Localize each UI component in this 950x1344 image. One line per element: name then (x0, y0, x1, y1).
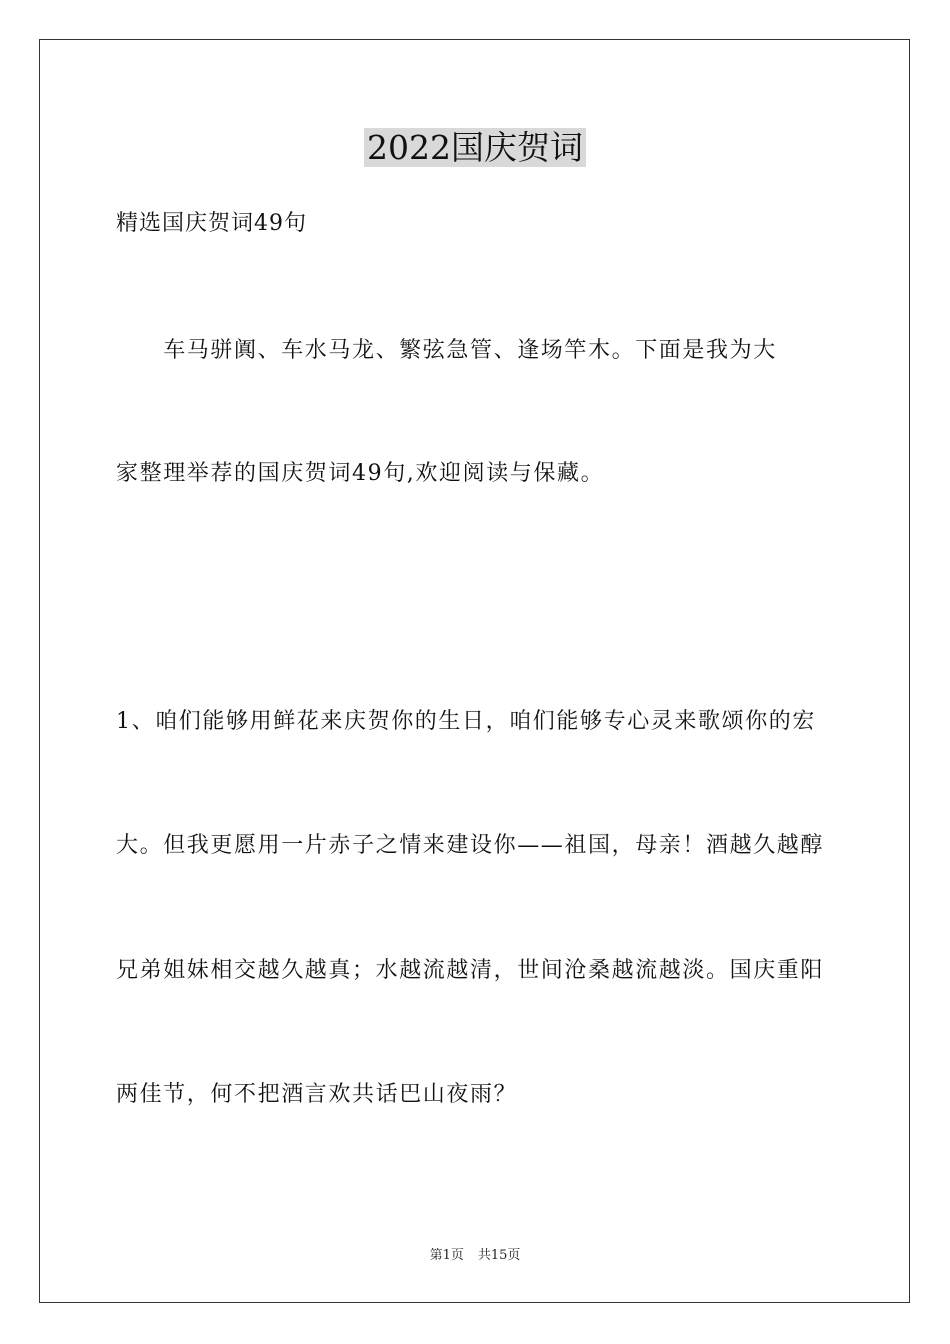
item-1-line-3: 兄弟姐妹相交越久越真；水越流越清，世间沧桑越流越淡。国庆重阳 (116, 958, 825, 983)
page-total: 共15页 (477, 1248, 521, 1263)
intro-line-1: 车马骈阗、车水马龙、繁弦急管、逢场竿木。下面是我为大 (116, 338, 777, 363)
item-1-line-1: 1、咱们能够用鲜花来庆贺你的生日，咱们能够专心灵来歌颂你的宏 (116, 709, 816, 734)
item-1-line-2: 大。但我更愿用一片赤子之情来建设你——祖国，母亲！酒越久越醇 (116, 833, 825, 858)
document-subtitle: 精选国庆贺词49句 (116, 211, 307, 236)
intro-line-2: 家整理举荐的国庆贺词49句,欢迎阅读与保藏。 (116, 461, 605, 486)
page-footer (0, 1247, 950, 1265)
document-title (0, 128, 950, 168)
item-1-line-4: 两佳节，何不把酒言欢共话巴山夜雨？ (116, 1082, 518, 1107)
page-number: 第1页 (429, 1248, 464, 1263)
document-title-text: 2022国庆贺词 (364, 128, 586, 167)
